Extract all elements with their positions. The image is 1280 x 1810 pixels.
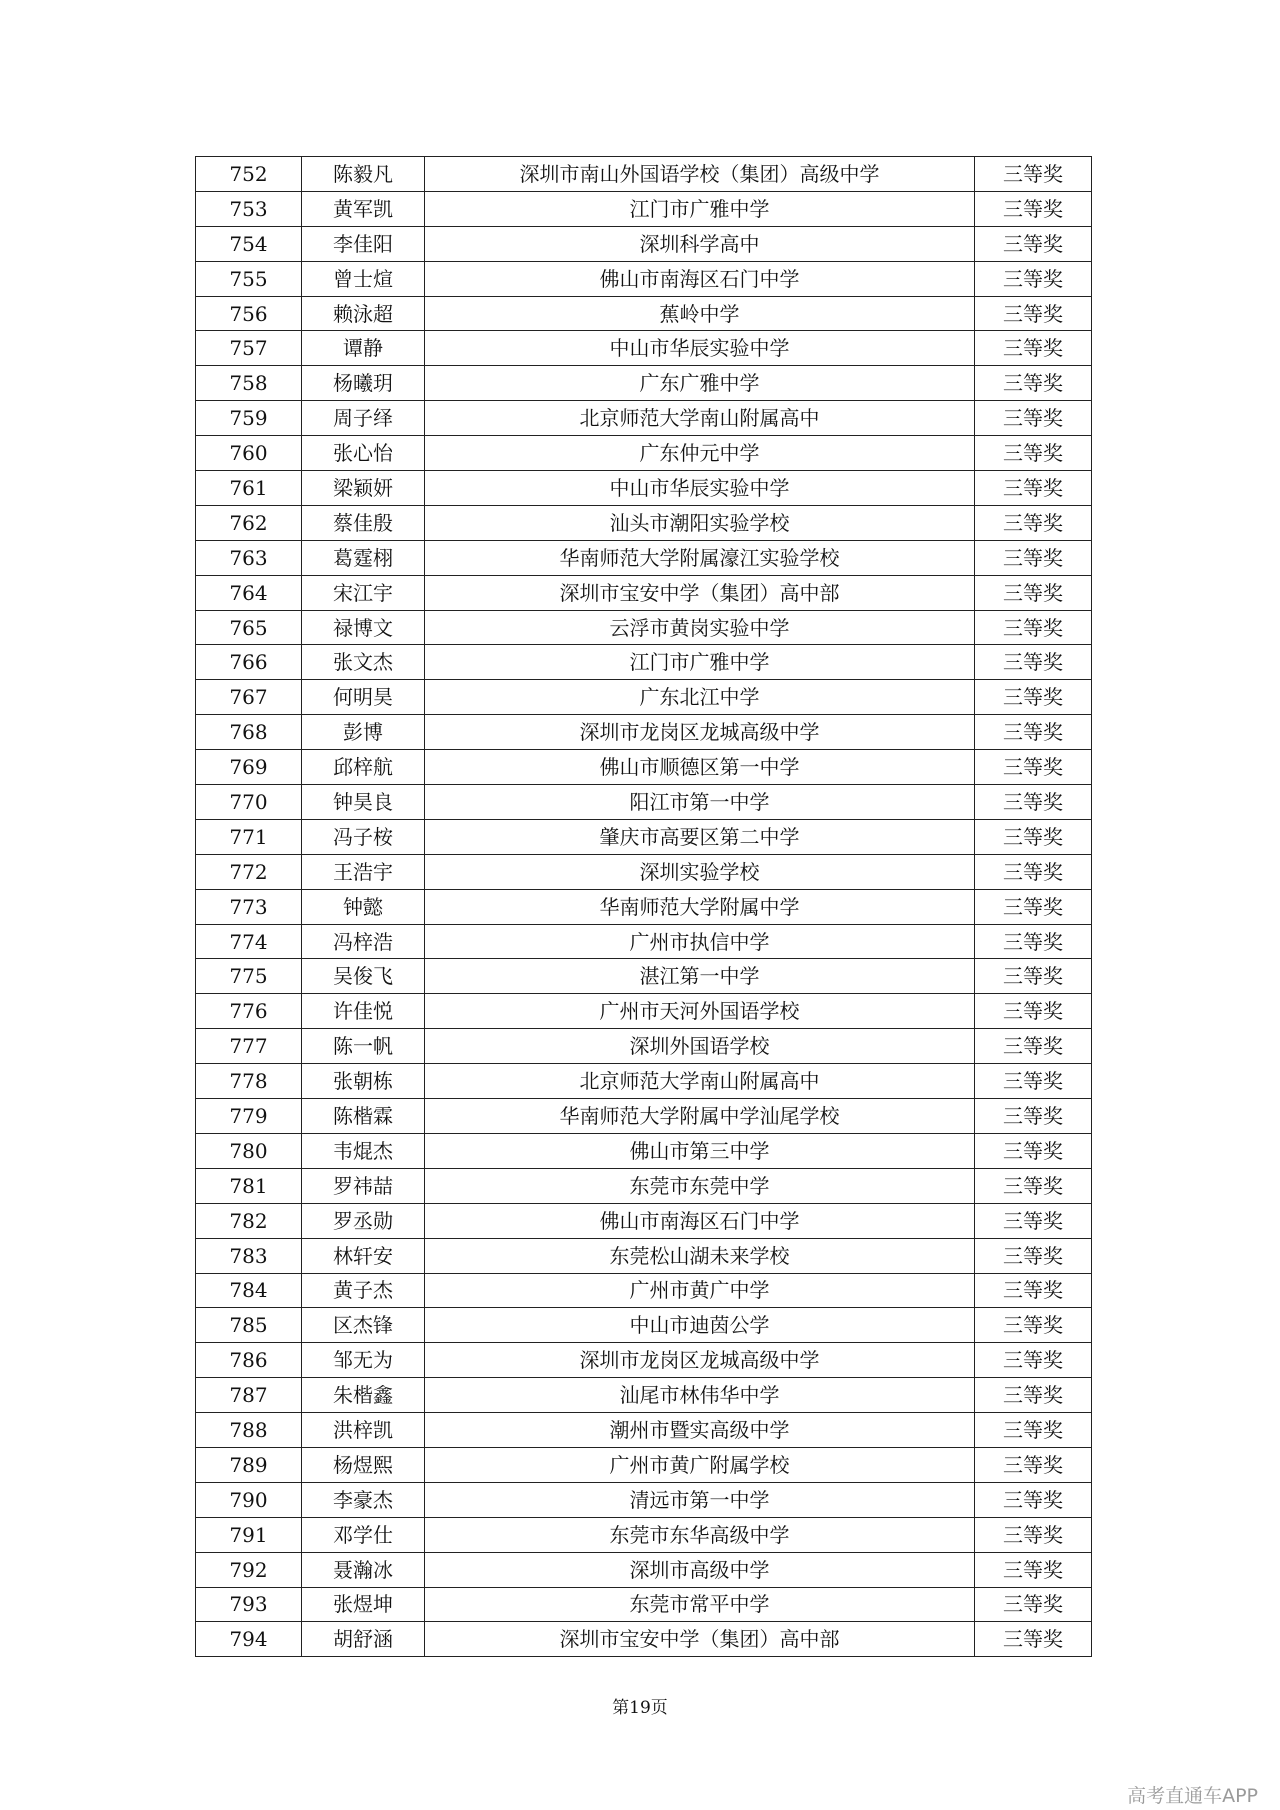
cell-award: 三等奖 (975, 889, 1092, 924)
cell-school: 华南师范大学附属中学汕尾学校 (425, 1099, 975, 1134)
cell-school: 东莞市常平中学 (425, 1587, 975, 1622)
cell-award: 三等奖 (975, 261, 1092, 296)
cell-name: 陈毅凡 (302, 157, 425, 192)
cell-school: 东莞松山湖未来学校 (425, 1238, 975, 1273)
cell-number: 779 (196, 1099, 302, 1134)
cell-school: 广东仲元中学 (425, 436, 975, 471)
cell-name: 彭博 (302, 715, 425, 750)
cell-award: 三等奖 (975, 191, 1092, 226)
cell-number: 785 (196, 1308, 302, 1343)
cell-name: 韦焜杰 (302, 1133, 425, 1168)
cell-award: 三等奖 (975, 226, 1092, 261)
cell-school: 佛山市南海区石门中学 (425, 261, 975, 296)
table-row (196, 1064, 1092, 1099)
cell-name: 周子绎 (302, 401, 425, 436)
cell-award: 三等奖 (975, 1343, 1092, 1378)
cell-school: 深圳市龙岗区龙城高级中学 (425, 1343, 975, 1378)
table-row (196, 924, 1092, 959)
cell-name: 赖泳超 (302, 296, 425, 331)
cell-award: 三等奖 (975, 715, 1092, 750)
table-row (196, 331, 1092, 366)
cell-school: 东莞市东华高级中学 (425, 1517, 975, 1552)
cell-number: 756 (196, 296, 302, 331)
cell-school: 清远市第一中学 (425, 1482, 975, 1517)
cell-name: 钟懿 (302, 889, 425, 924)
cell-number: 755 (196, 261, 302, 296)
cell-award: 三等奖 (975, 1413, 1092, 1448)
cell-school: 北京师范大学南山附属高中 (425, 1064, 975, 1099)
cell-name: 李佳阳 (302, 226, 425, 261)
cell-number: 752 (196, 157, 302, 192)
cell-award: 三等奖 (975, 505, 1092, 540)
table-row (196, 296, 1092, 331)
cell-award: 三等奖 (975, 296, 1092, 331)
cell-award: 三等奖 (975, 854, 1092, 889)
cell-award: 三等奖 (975, 1099, 1092, 1134)
cell-number: 791 (196, 1517, 302, 1552)
cell-name: 王浩宇 (302, 854, 425, 889)
cell-award: 三等奖 (975, 610, 1092, 645)
cell-number: 793 (196, 1587, 302, 1622)
cell-name: 冯子桉 (302, 819, 425, 854)
award-table (195, 156, 1092, 1657)
cell-award: 三等奖 (975, 924, 1092, 959)
cell-name: 聂瀚冰 (302, 1552, 425, 1587)
cell-number: 784 (196, 1273, 302, 1308)
table-row (196, 1203, 1092, 1238)
table-row (196, 994, 1092, 1029)
cell-number: 792 (196, 1552, 302, 1587)
cell-number: 790 (196, 1482, 302, 1517)
cell-school: 广州市黄广中学 (425, 1273, 975, 1308)
cell-number: 769 (196, 750, 302, 785)
cell-award: 三等奖 (975, 959, 1092, 994)
cell-school: 深圳外国语学校 (425, 1029, 975, 1064)
cell-number: 768 (196, 715, 302, 750)
cell-award: 三等奖 (975, 401, 1092, 436)
cell-number: 782 (196, 1203, 302, 1238)
cell-school: 江门市广雅中学 (425, 645, 975, 680)
cell-award: 三等奖 (975, 819, 1092, 854)
cell-name: 钟昊良 (302, 785, 425, 820)
cell-name: 朱楷鑫 (302, 1378, 425, 1413)
page-number: 第19页 (612, 1698, 668, 1718)
cell-school: 广州市黄广附属学校 (425, 1447, 975, 1482)
cell-school: 肇庆市高要区第二中学 (425, 819, 975, 854)
cell-number: 794 (196, 1622, 302, 1657)
cell-name: 杨曦玥 (302, 366, 425, 401)
cell-school: 佛山市顺德区第一中学 (425, 750, 975, 785)
cell-name: 谭静 (302, 331, 425, 366)
table-row (196, 505, 1092, 540)
cell-school: 深圳市龙岗区龙城高级中学 (425, 715, 975, 750)
table-row (196, 1343, 1092, 1378)
table-row (196, 854, 1092, 889)
cell-award: 三等奖 (975, 1238, 1092, 1273)
cell-school: 广州市天河外国语学校 (425, 994, 975, 1029)
cell-number: 776 (196, 994, 302, 1029)
cell-name: 黄子杰 (302, 1273, 425, 1308)
cell-name: 洪梓凯 (302, 1413, 425, 1448)
cell-number: 788 (196, 1413, 302, 1448)
cell-name: 张煜坤 (302, 1587, 425, 1622)
table-row (196, 645, 1092, 680)
cell-number: 775 (196, 959, 302, 994)
cell-award: 三等奖 (975, 157, 1092, 192)
cell-school: 广东广雅中学 (425, 366, 975, 401)
cell-name: 邓学仕 (302, 1517, 425, 1552)
cell-name: 禄博文 (302, 610, 425, 645)
table-row (196, 1133, 1092, 1168)
cell-school: 佛山市南海区石门中学 (425, 1203, 975, 1238)
table-row (196, 785, 1092, 820)
cell-award: 三等奖 (975, 575, 1092, 610)
cell-school: 中山市华辰实验中学 (425, 331, 975, 366)
cell-school: 汕尾市林伟华中学 (425, 1378, 975, 1413)
cell-number: 757 (196, 331, 302, 366)
cell-award: 三等奖 (975, 366, 1092, 401)
table-row (196, 226, 1092, 261)
cell-number: 758 (196, 366, 302, 401)
watermark-text: 高考直通车APP (1127, 1785, 1258, 1807)
cell-school: 云浮市黄岗实验中学 (425, 610, 975, 645)
cell-number: 777 (196, 1029, 302, 1064)
table-row (196, 157, 1092, 192)
cell-number: 763 (196, 540, 302, 575)
cell-school: 江门市广雅中学 (425, 191, 975, 226)
table-row (196, 1587, 1092, 1622)
table-row (196, 540, 1092, 575)
cell-name: 宋江宇 (302, 575, 425, 610)
table-row (196, 1378, 1092, 1413)
cell-school: 广州市执信中学 (425, 924, 975, 959)
table-row (196, 959, 1092, 994)
cell-award: 三等奖 (975, 1517, 1092, 1552)
cell-award: 三等奖 (975, 1587, 1092, 1622)
cell-school: 阳江市第一中学 (425, 785, 975, 820)
cell-award: 三等奖 (975, 540, 1092, 575)
cell-award: 三等奖 (975, 750, 1092, 785)
cell-name: 李豪杰 (302, 1482, 425, 1517)
table-row (196, 715, 1092, 750)
cell-name: 葛霆栩 (302, 540, 425, 575)
cell-number: 759 (196, 401, 302, 436)
cell-name: 杨煜熙 (302, 1447, 425, 1482)
cell-school: 中山市华辰实验中学 (425, 471, 975, 506)
cell-award: 三等奖 (975, 994, 1092, 1029)
cell-school: 北京师范大学南山附属高中 (425, 401, 975, 436)
cell-school: 深圳科学高中 (425, 226, 975, 261)
cell-school: 汕头市潮阳实验学校 (425, 505, 975, 540)
cell-name: 张心怡 (302, 436, 425, 471)
cell-school: 广东北江中学 (425, 680, 975, 715)
cell-school: 深圳市高级中学 (425, 1552, 975, 1587)
cell-name: 蔡佳殷 (302, 505, 425, 540)
table-row (196, 471, 1092, 506)
cell-number: 783 (196, 1238, 302, 1273)
table-row (196, 1517, 1092, 1552)
cell-school: 潮州市暨实高级中学 (425, 1413, 975, 1448)
cell-name: 张文杰 (302, 645, 425, 680)
table-row (196, 819, 1092, 854)
table-row (196, 610, 1092, 645)
cell-number: 774 (196, 924, 302, 959)
cell-name: 曾士煊 (302, 261, 425, 296)
table-row (196, 1552, 1092, 1587)
cell-award: 三等奖 (975, 1064, 1092, 1099)
cell-number: 786 (196, 1343, 302, 1378)
cell-name: 许佳悦 (302, 994, 425, 1029)
cell-name: 陈楷霖 (302, 1099, 425, 1134)
cell-name: 胡舒涵 (302, 1622, 425, 1657)
table-row (196, 1273, 1092, 1308)
table-row (196, 191, 1092, 226)
cell-award: 三等奖 (975, 785, 1092, 820)
cell-name: 邱梓航 (302, 750, 425, 785)
cell-number: 781 (196, 1168, 302, 1203)
cell-number: 762 (196, 505, 302, 540)
table-row (196, 261, 1092, 296)
cell-award: 三等奖 (975, 1378, 1092, 1413)
cell-school: 东莞市东莞中学 (425, 1168, 975, 1203)
cell-name: 区杰锋 (302, 1308, 425, 1343)
cell-name: 张朝栋 (302, 1064, 425, 1099)
cell-number: 765 (196, 610, 302, 645)
cell-name: 吴俊飞 (302, 959, 425, 994)
table-row (196, 401, 1092, 436)
cell-award: 三等奖 (975, 1622, 1092, 1657)
table-row (196, 680, 1092, 715)
cell-number: 770 (196, 785, 302, 820)
cell-school: 深圳市南山外国语学校（集团）高级中学 (425, 157, 975, 192)
table-row (196, 1029, 1092, 1064)
cell-award: 三等奖 (975, 680, 1092, 715)
cell-name: 冯梓浩 (302, 924, 425, 959)
table-row (196, 575, 1092, 610)
cell-school: 湛江第一中学 (425, 959, 975, 994)
table-row (196, 436, 1092, 471)
cell-name: 罗丞勋 (302, 1203, 425, 1238)
cell-name: 何明昊 (302, 680, 425, 715)
cell-award: 三等奖 (975, 1168, 1092, 1203)
cell-number: 753 (196, 191, 302, 226)
cell-school: 华南师范大学附属濠江实验学校 (425, 540, 975, 575)
table-row (196, 1482, 1092, 1517)
cell-number: 766 (196, 645, 302, 680)
cell-name: 罗祎喆 (302, 1168, 425, 1203)
cell-number: 789 (196, 1447, 302, 1482)
cell-award: 三等奖 (975, 471, 1092, 506)
cell-number: 771 (196, 819, 302, 854)
cell-number: 778 (196, 1064, 302, 1099)
cell-number: 754 (196, 226, 302, 261)
cell-name: 黄军凯 (302, 191, 425, 226)
cell-school: 深圳市宝安中学（集团）高中部 (425, 575, 975, 610)
cell-number: 760 (196, 436, 302, 471)
cell-school: 华南师范大学附属中学 (425, 889, 975, 924)
table-row (196, 750, 1092, 785)
cell-award: 三等奖 (975, 1133, 1092, 1168)
table-row (196, 1238, 1092, 1273)
cell-award: 三等奖 (975, 1552, 1092, 1587)
cell-name: 林轩安 (302, 1238, 425, 1273)
cell-school: 深圳实验学校 (425, 854, 975, 889)
cell-number: 761 (196, 471, 302, 506)
cell-name: 邹无为 (302, 1343, 425, 1378)
table-row (196, 1622, 1092, 1657)
table-row (196, 1447, 1092, 1482)
cell-school: 蕉岭中学 (425, 296, 975, 331)
table-row (196, 1168, 1092, 1203)
table-row (196, 1308, 1092, 1343)
cell-award: 三等奖 (975, 331, 1092, 366)
table-row (196, 889, 1092, 924)
cell-award: 三等奖 (975, 1447, 1092, 1482)
cell-number: 773 (196, 889, 302, 924)
cell-school: 佛山市第三中学 (425, 1133, 975, 1168)
cell-school: 中山市迪茵公学 (425, 1308, 975, 1343)
cell-award: 三等奖 (975, 1273, 1092, 1308)
cell-name: 陈一帆 (302, 1029, 425, 1064)
cell-award: 三等奖 (975, 645, 1092, 680)
table-row (196, 366, 1092, 401)
cell-name: 梁颖妍 (302, 471, 425, 506)
cell-award: 三等奖 (975, 1203, 1092, 1238)
cell-number: 787 (196, 1378, 302, 1413)
cell-award: 三等奖 (975, 436, 1092, 471)
cell-award: 三等奖 (975, 1482, 1092, 1517)
award-table-body (196, 157, 1092, 1657)
cell-award: 三等奖 (975, 1029, 1092, 1064)
cell-number: 772 (196, 854, 302, 889)
table-row (196, 1099, 1092, 1134)
cell-award: 三等奖 (975, 1308, 1092, 1343)
table-row (196, 1413, 1092, 1448)
cell-number: 764 (196, 575, 302, 610)
cell-number: 767 (196, 680, 302, 715)
cell-school: 深圳市宝安中学（集团）高中部 (425, 1622, 975, 1657)
cell-number: 780 (196, 1133, 302, 1168)
